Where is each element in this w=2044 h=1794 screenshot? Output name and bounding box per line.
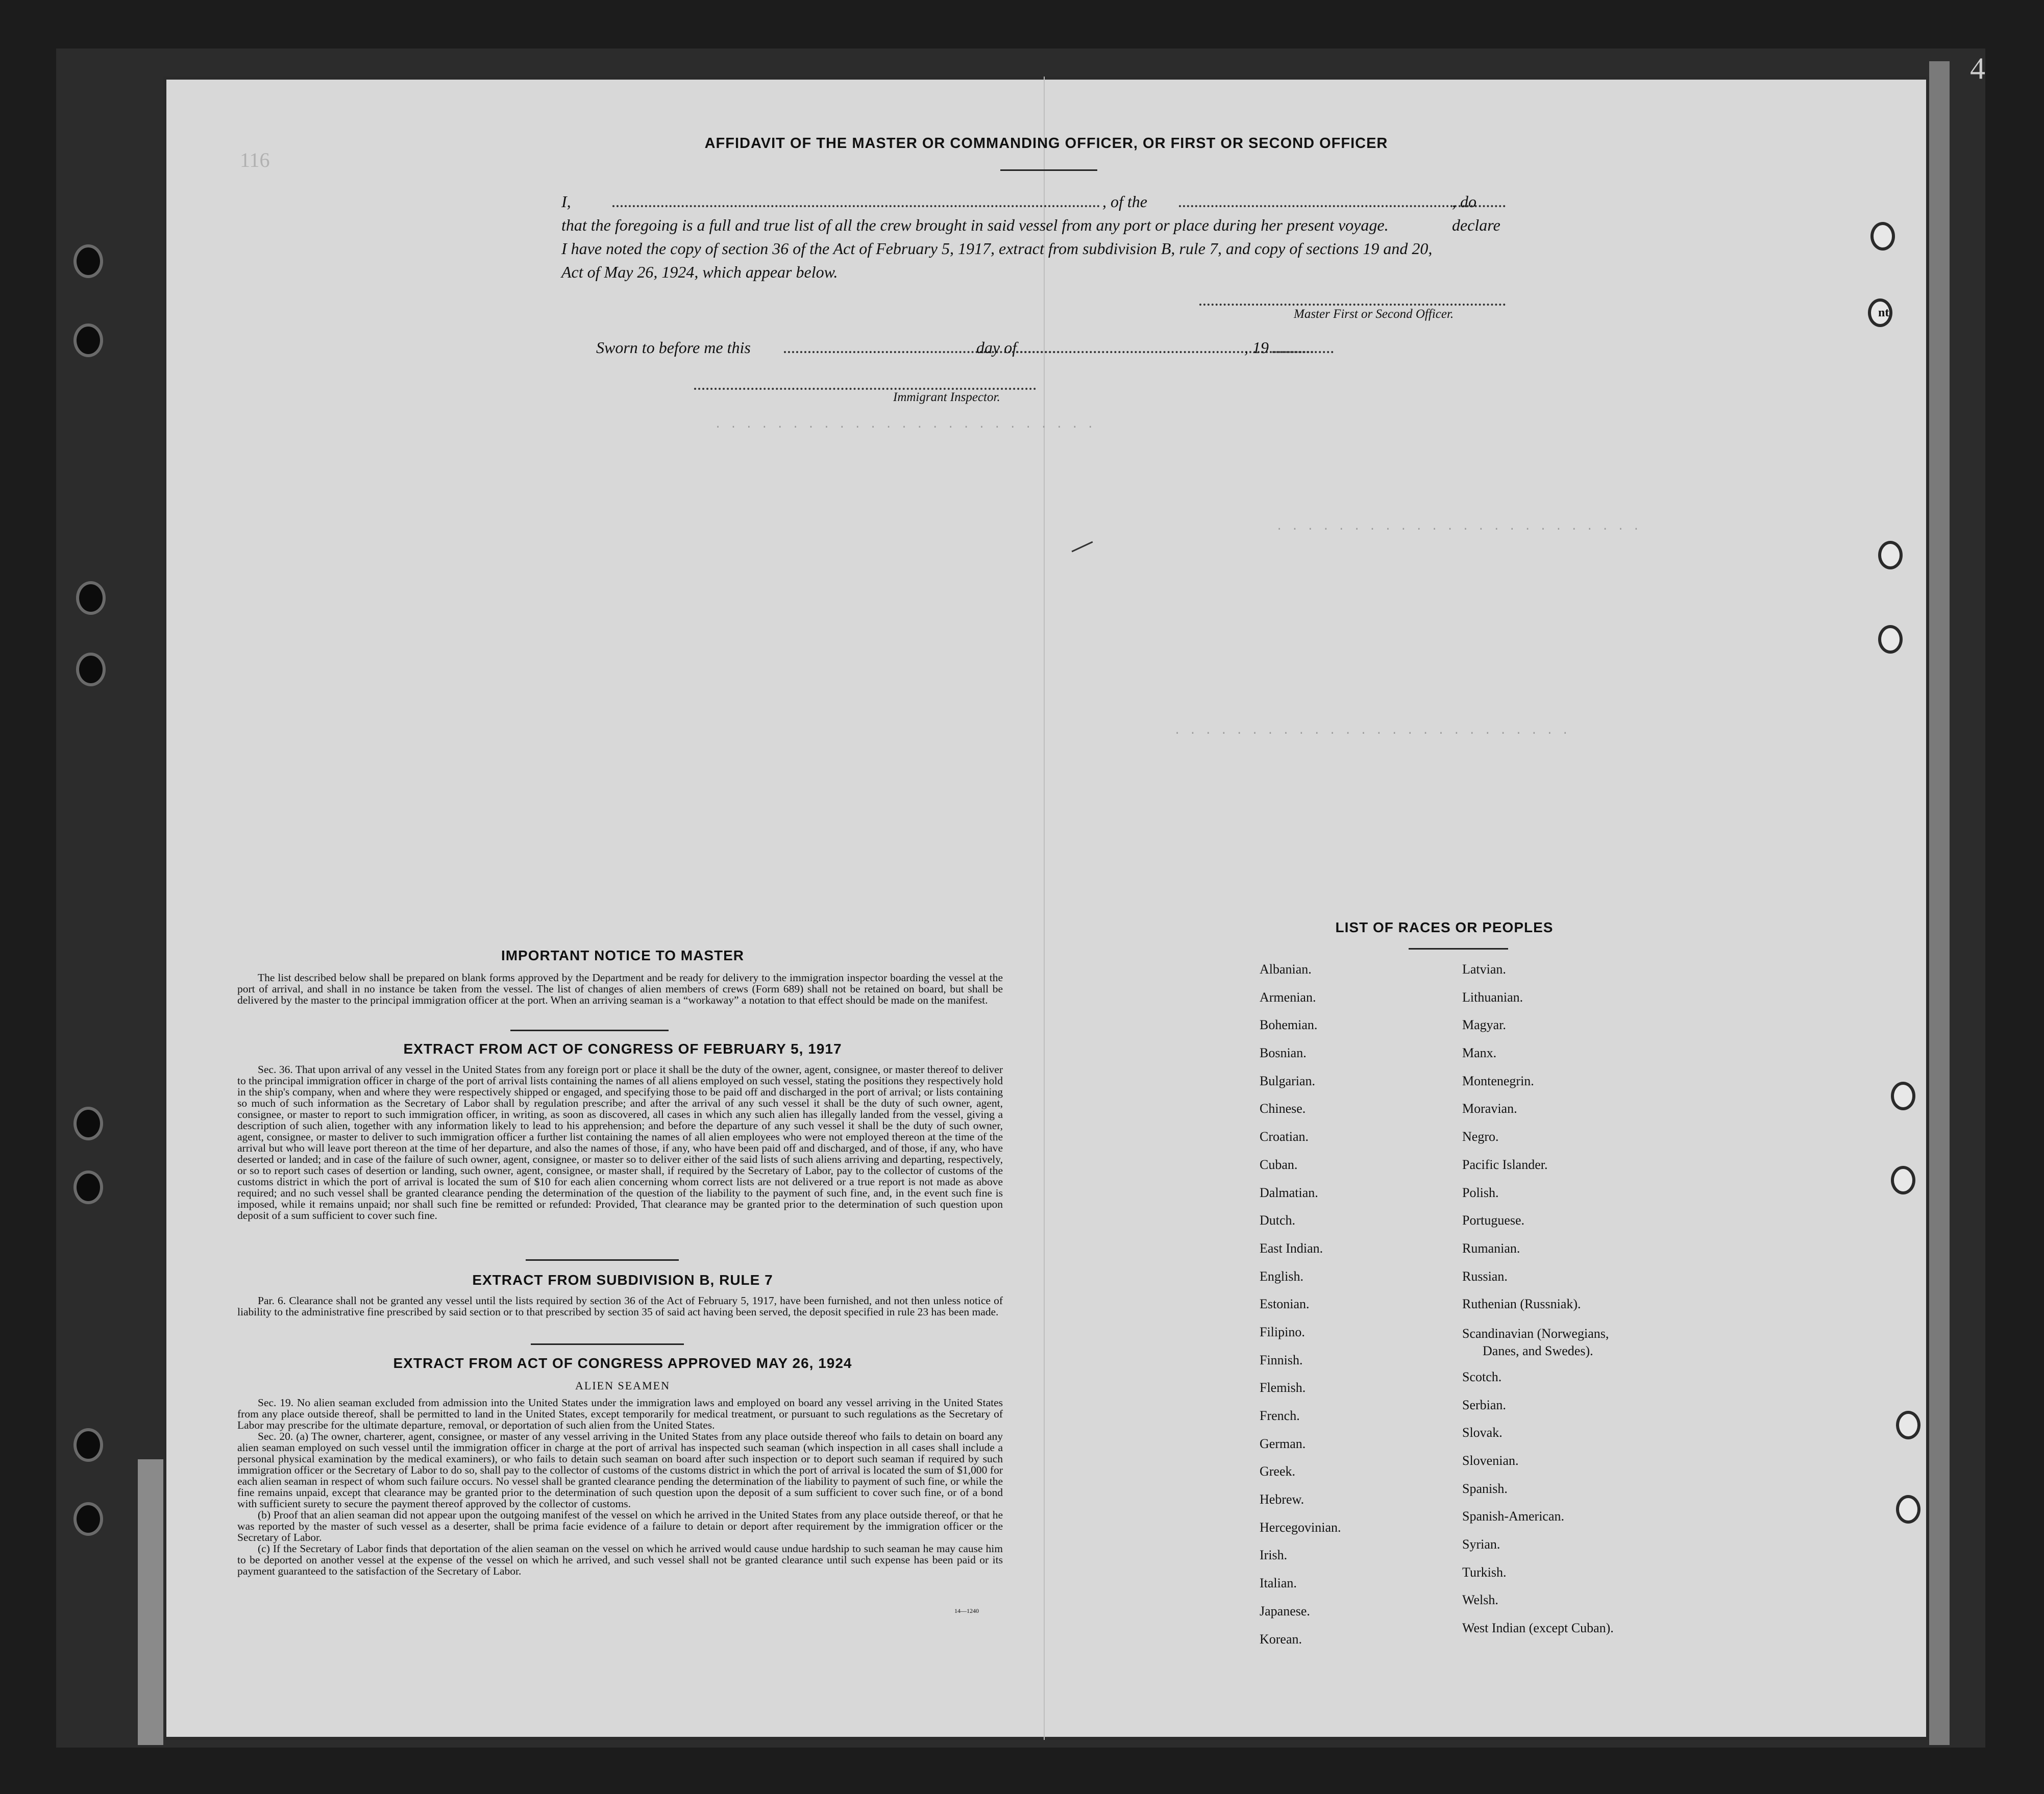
race-item: Magyar. xyxy=(1462,1017,1506,1033)
punch-hole xyxy=(79,656,103,683)
margin-mark-fragment: nt xyxy=(1878,306,1889,319)
affidavit-line-3: I have noted the copy of section 36 of the Act of February 5, 1917, extract from subdivision B, rule 7, and copy of sections 19 and 20, xyxy=(561,239,1433,258)
year-label: , 19 xyxy=(1244,338,1269,357)
races-right-column xyxy=(1462,959,1728,1646)
race-item: Russian. xyxy=(1462,1268,1508,1284)
race-item: Croatian. xyxy=(1260,1129,1309,1144)
master-signature-label: Master First or Second Officer. xyxy=(1294,307,1454,321)
race-item: Serbian. xyxy=(1462,1397,1506,1412)
race-item: Dalmatian. xyxy=(1260,1185,1318,1200)
sworn-line xyxy=(596,336,1362,359)
subdivision-b-body xyxy=(237,1295,1003,1317)
punch-hole xyxy=(1878,625,1903,654)
races-left-column xyxy=(1260,959,1454,1657)
margin-mark-corner: 4 xyxy=(1970,52,1985,85)
extract-1924-body xyxy=(237,1397,1003,1577)
race-item: German. xyxy=(1260,1436,1306,1451)
affidavit-line-2: that the foregoing is a full and true list of all the crew brought in said vessel from any port or place during her present voyage. xyxy=(561,216,1389,234)
page-fold xyxy=(1044,77,1045,1740)
race-item: Finnish. xyxy=(1260,1352,1303,1367)
punch-hole xyxy=(77,1431,100,1459)
race-item: Bosnian. xyxy=(1260,1045,1307,1061)
race-item: Cuban. xyxy=(1260,1157,1298,1172)
race-item-line: Scandinavian (Norwegians, xyxy=(1462,1326,1609,1341)
race-item: Greek. xyxy=(1260,1464,1296,1479)
race-item: East Indian. xyxy=(1260,1240,1323,1256)
of-the-label: , of the xyxy=(1102,192,1147,211)
extract-1924-title: EXTRACT FROM ACT OF CONGRESS APPROVED MAY 26, 1924 xyxy=(393,1355,852,1371)
punch-hole xyxy=(77,247,100,275)
page-edge-right xyxy=(1929,61,1950,1745)
inspector-signature-label: Immigrant Inspector. xyxy=(893,390,1000,404)
races-title: LIST OF RACES OR PEOPLES xyxy=(1335,919,1554,935)
race-item: Pacific Islander. xyxy=(1462,1157,1548,1172)
race-item: Albanian. xyxy=(1260,962,1312,977)
sworn-label: Sworn to before me this xyxy=(596,338,751,357)
race-item: Italian. xyxy=(1260,1576,1297,1591)
day-of-label: day of xyxy=(976,338,1017,357)
par-6-paragraph: Par. 6. Clearance shall not be granted any vessel until the lists required by section 36 of the Act of February 5, 1917, have been furnished, and not then unless notice of liability to the administrative fine prescribed by said section or to that prescribed by section 35 of said act having been served, the deposit specified in rule 23 has been made. xyxy=(237,1294,1003,1318)
race-item: Flemish. xyxy=(1260,1380,1306,1396)
declarant-name-field[interactable] xyxy=(612,205,1100,207)
race-item: Armenian. xyxy=(1260,989,1316,1005)
notice-body xyxy=(237,972,1003,1006)
declare-label: , do declare xyxy=(1452,192,1500,234)
sec-20b-paragraph: (b) Proof that an alien seaman did not appear upon the outgoing manifest of the vessel on which he arrived in the United States from any place outside thereof, or that he was reported by the master of such vessel as a deserter, shall be prima facie evidence of a failure to detain or deport after requirement by the immigration officer or the Secretary of Labor. xyxy=(237,1509,1003,1543)
punch-hole xyxy=(1891,1166,1915,1194)
race-item: Korean. xyxy=(1260,1631,1302,1647)
bleed-through-text: . . . . . . . . . . . . . . . . . . . . . . . . . xyxy=(715,418,1095,431)
race-item: Slovenian. xyxy=(1462,1453,1519,1468)
section-rule xyxy=(531,1343,684,1345)
affidavit-title: AFFIDAVIT OF THE MASTER OR COMMANDING OFFICER, OR FIRST OR SECOND OFFICER xyxy=(704,135,1388,152)
race-item xyxy=(1462,1322,1728,1367)
declarant-label: I, xyxy=(561,192,571,211)
punch-hole xyxy=(77,1110,100,1137)
bleed-through-text: . . . . . . . . . . . . . . . . . . . . . . . . xyxy=(1276,520,1641,533)
race-item: French. xyxy=(1260,1408,1300,1423)
punch-hole xyxy=(1891,1082,1915,1110)
extract-1917-body xyxy=(237,1064,1003,1221)
punch-hole xyxy=(1896,1411,1920,1439)
race-item: Estonian. xyxy=(1260,1297,1310,1312)
sec-20a-paragraph: Sec. 20. (a) The owner, charterer, agent, consignee, or master of any vessel arriving in the United States from any place outside thereof who fails to detain on board any alien seaman employed on such vessel until the immigration officer in charge at the port of arrival has inspected such seaman (which inspection in all cases shall include a personal physical examination by the medical examiners), or who fails to detain such seaman on board after such inspection or to deport such seaman if required by such immigration officer or the Secretary of Labor to do so, shall pay to the collector of customs of the customs district in which the port of arrival is located the sum of $1,000 for each alien seaman in respect of whom such failure occurs. No vessel shall be granted clearance pending the determination of the liability to payment of such fine, or while the fine remains unpaid, except that clearance may be granted prior to the determination of such question upon the deposit of a sum sufficient to cover such fine, or of a bond with sufficient surety to secure the payment thereof approved by the collector of customs. xyxy=(237,1430,1003,1510)
title-rule xyxy=(1000,169,1097,171)
punch-hole xyxy=(1878,541,1903,569)
punch-hole xyxy=(1896,1495,1920,1524)
race-item: Moravian. xyxy=(1462,1101,1517,1116)
punch-hole xyxy=(77,327,100,354)
race-item: Hebrew. xyxy=(1260,1492,1304,1507)
race-item: Manx. xyxy=(1462,1045,1497,1061)
race-item: West Indian (except Cuban). xyxy=(1462,1621,1614,1636)
race-item: Scotch. xyxy=(1462,1369,1502,1384)
race-item: Japanese. xyxy=(1260,1603,1310,1618)
race-item: Bohemian. xyxy=(1260,1017,1318,1033)
race-item: Chinese. xyxy=(1260,1101,1306,1116)
race-item: Negro. xyxy=(1462,1129,1499,1144)
sec-36-paragraph: Sec. 36. That upon arrival of any vessel in the United States from any foreign port or place it shall be the duty of the owner, agent, consignee, or master thereof to deliver to the principal immigration officer in charge of the port of arrival lists containing the names of all aliens employed on such vessel, stating the positions they respectively hold in the ship's company, when and where they were respectively shipped or engaged, and specifying those to be paid off and discharged in the port of arrival; or lists containing so much of such information as the Secretary of Labor shall by regulation prescribe; and after the arrival of any such vessel it shall be the duty of such owner, agent, consignee, or master to report to such immigration officer, in writing, as soon as discovered, all cases in which any such alien has illegally landed from the vessel, giving a description of such alien, together with any information likely to lead to his apprehension; and before the departure of any such vessel it shall be the duty of such owner, agent, consignee, or master to deliver to such immigration officer a further list containing the names of all alien employees who were not employed thereon at the time of the arrival but who will leave port thereon at the time of her departure, and also the names of those, if any, who have been paid off and discharged, and of those, if any, who have deserted or landed; and in case of the failure of such owner, agent, consignee, or master so to deliver either of the said lists of such aliens arriving and departing, respectively, or so to report such cases of desertion or landing, such owner, agent, consignee, or master shall, if required by the Secretary of Labor, pay to the collector of customs of the customs district in which the port of arrival is located the sum of $10 for each alien concerning whom correct lists are not delivered or a true report is not made as above required; and no such vessel shall be granted clearance pending the determination of the question of the liability to the payment of such fine, and, in the event such fine is imposed, while it remains unpaid; nor shall such fine be remitted or refunded: Provided, That clearance may be granted prior to the determination of such question upon deposit of a sum sufficient to cover such fine. xyxy=(237,1063,1003,1222)
race-item: Rumanian. xyxy=(1462,1240,1520,1256)
race-item: Latvian. xyxy=(1462,962,1506,977)
margin-mark-page-number: 116 xyxy=(240,148,270,171)
bleed-through-text: . . . . . . . . . . . . . . . . . . . . . . . . . . xyxy=(1174,725,1570,737)
extract-1917-title: EXTRACT FROM ACT OF CONGRESS OF FEBRUARY 5, 1917 xyxy=(403,1041,842,1057)
race-item: Syrian. xyxy=(1462,1537,1500,1552)
affidavit-line-4: Act of May 26, 1924, which appear below. xyxy=(561,263,838,281)
race-item: Turkish. xyxy=(1462,1564,1507,1580)
notice-paragraph: The list described below shall be prepared on blank forms approved by the Department and be ready for delivery to the immigration inspector boarding the vessel at the port of arrival, and shall in no instance be taken from the vessel. The list of changes of alien members of crews (Form 689) shall not be retained on board, but shall be delivered by the master to the principal immigration officer at the port. When an arriving seaman is a “workaway” a notation to that effect should be made on the manifest. xyxy=(237,971,1003,1006)
race-item: Montenegrin. xyxy=(1462,1073,1534,1088)
page-edge-left xyxy=(138,1459,163,1745)
alien-seamen-subtitle: ALIEN SEAMEN xyxy=(575,1379,670,1392)
race-item: Slovak. xyxy=(1462,1425,1503,1440)
section-rule xyxy=(526,1259,679,1261)
race-item: Lithuanian. xyxy=(1462,989,1523,1005)
master-signature-field[interactable] xyxy=(1199,304,1506,306)
race-item: Polish. xyxy=(1462,1185,1499,1200)
race-item: Filipino. xyxy=(1260,1324,1305,1339)
race-item-continuation: Danes, and Swedes). xyxy=(1483,1343,1593,1358)
form-number: 14—1240 xyxy=(954,1607,979,1614)
sec-19-paragraph: Sec. 19. No alien seaman excluded from admission into the United States under the immigration laws and employed on board any vessel arriving in the United States from any place outside thereof, shall be permitted to land in the United States, except temporarily for medical treatment, or pursuant to such regulations as the Secretary of Labor may prescribe for the ultimate departure, removal, or deportation of such alien from the United States. xyxy=(237,1397,1003,1431)
punch-hole xyxy=(77,1174,100,1201)
sworn-year-field[interactable] xyxy=(1272,351,1313,353)
sec-20c-paragraph: (c) If the Secretary of Labor finds that deportation of the alien seaman on the vessel on which he arrived would cause undue hardship to such seaman he may cause him to be deported on another vessel at the expense of the vessel on which he arrived, and such vessel shall not be granted clearance until such expense has been paid or its payment guaranteed to the satisfaction of the Secretary of Labor. xyxy=(237,1542,1003,1577)
races-rule xyxy=(1409,948,1508,950)
race-item: Bulgarian. xyxy=(1260,1073,1316,1088)
race-item: English. xyxy=(1260,1268,1303,1284)
race-item: Spanish. xyxy=(1462,1481,1508,1496)
race-item: Ruthenian (Russniak). xyxy=(1462,1297,1581,1312)
punch-hole xyxy=(79,584,103,612)
race-item: Spanish-American. xyxy=(1462,1509,1565,1524)
punch-hole xyxy=(77,1505,100,1533)
subdivision-b-title: EXTRACT FROM SUBDIVISION B, RULE 7 xyxy=(472,1272,773,1288)
notice-title: IMPORTANT NOTICE TO MASTER xyxy=(501,948,745,963)
race-item: Portuguese. xyxy=(1462,1213,1525,1228)
race-item: Irish. xyxy=(1260,1548,1288,1563)
inspector-signature-field[interactable] xyxy=(694,388,1036,390)
race-item: Hercegovinian. xyxy=(1260,1519,1341,1535)
race-item: Dutch. xyxy=(1260,1213,1296,1228)
section-rule xyxy=(510,1030,669,1031)
punch-hole xyxy=(1870,222,1895,251)
race-item: Welsh. xyxy=(1462,1592,1498,1608)
